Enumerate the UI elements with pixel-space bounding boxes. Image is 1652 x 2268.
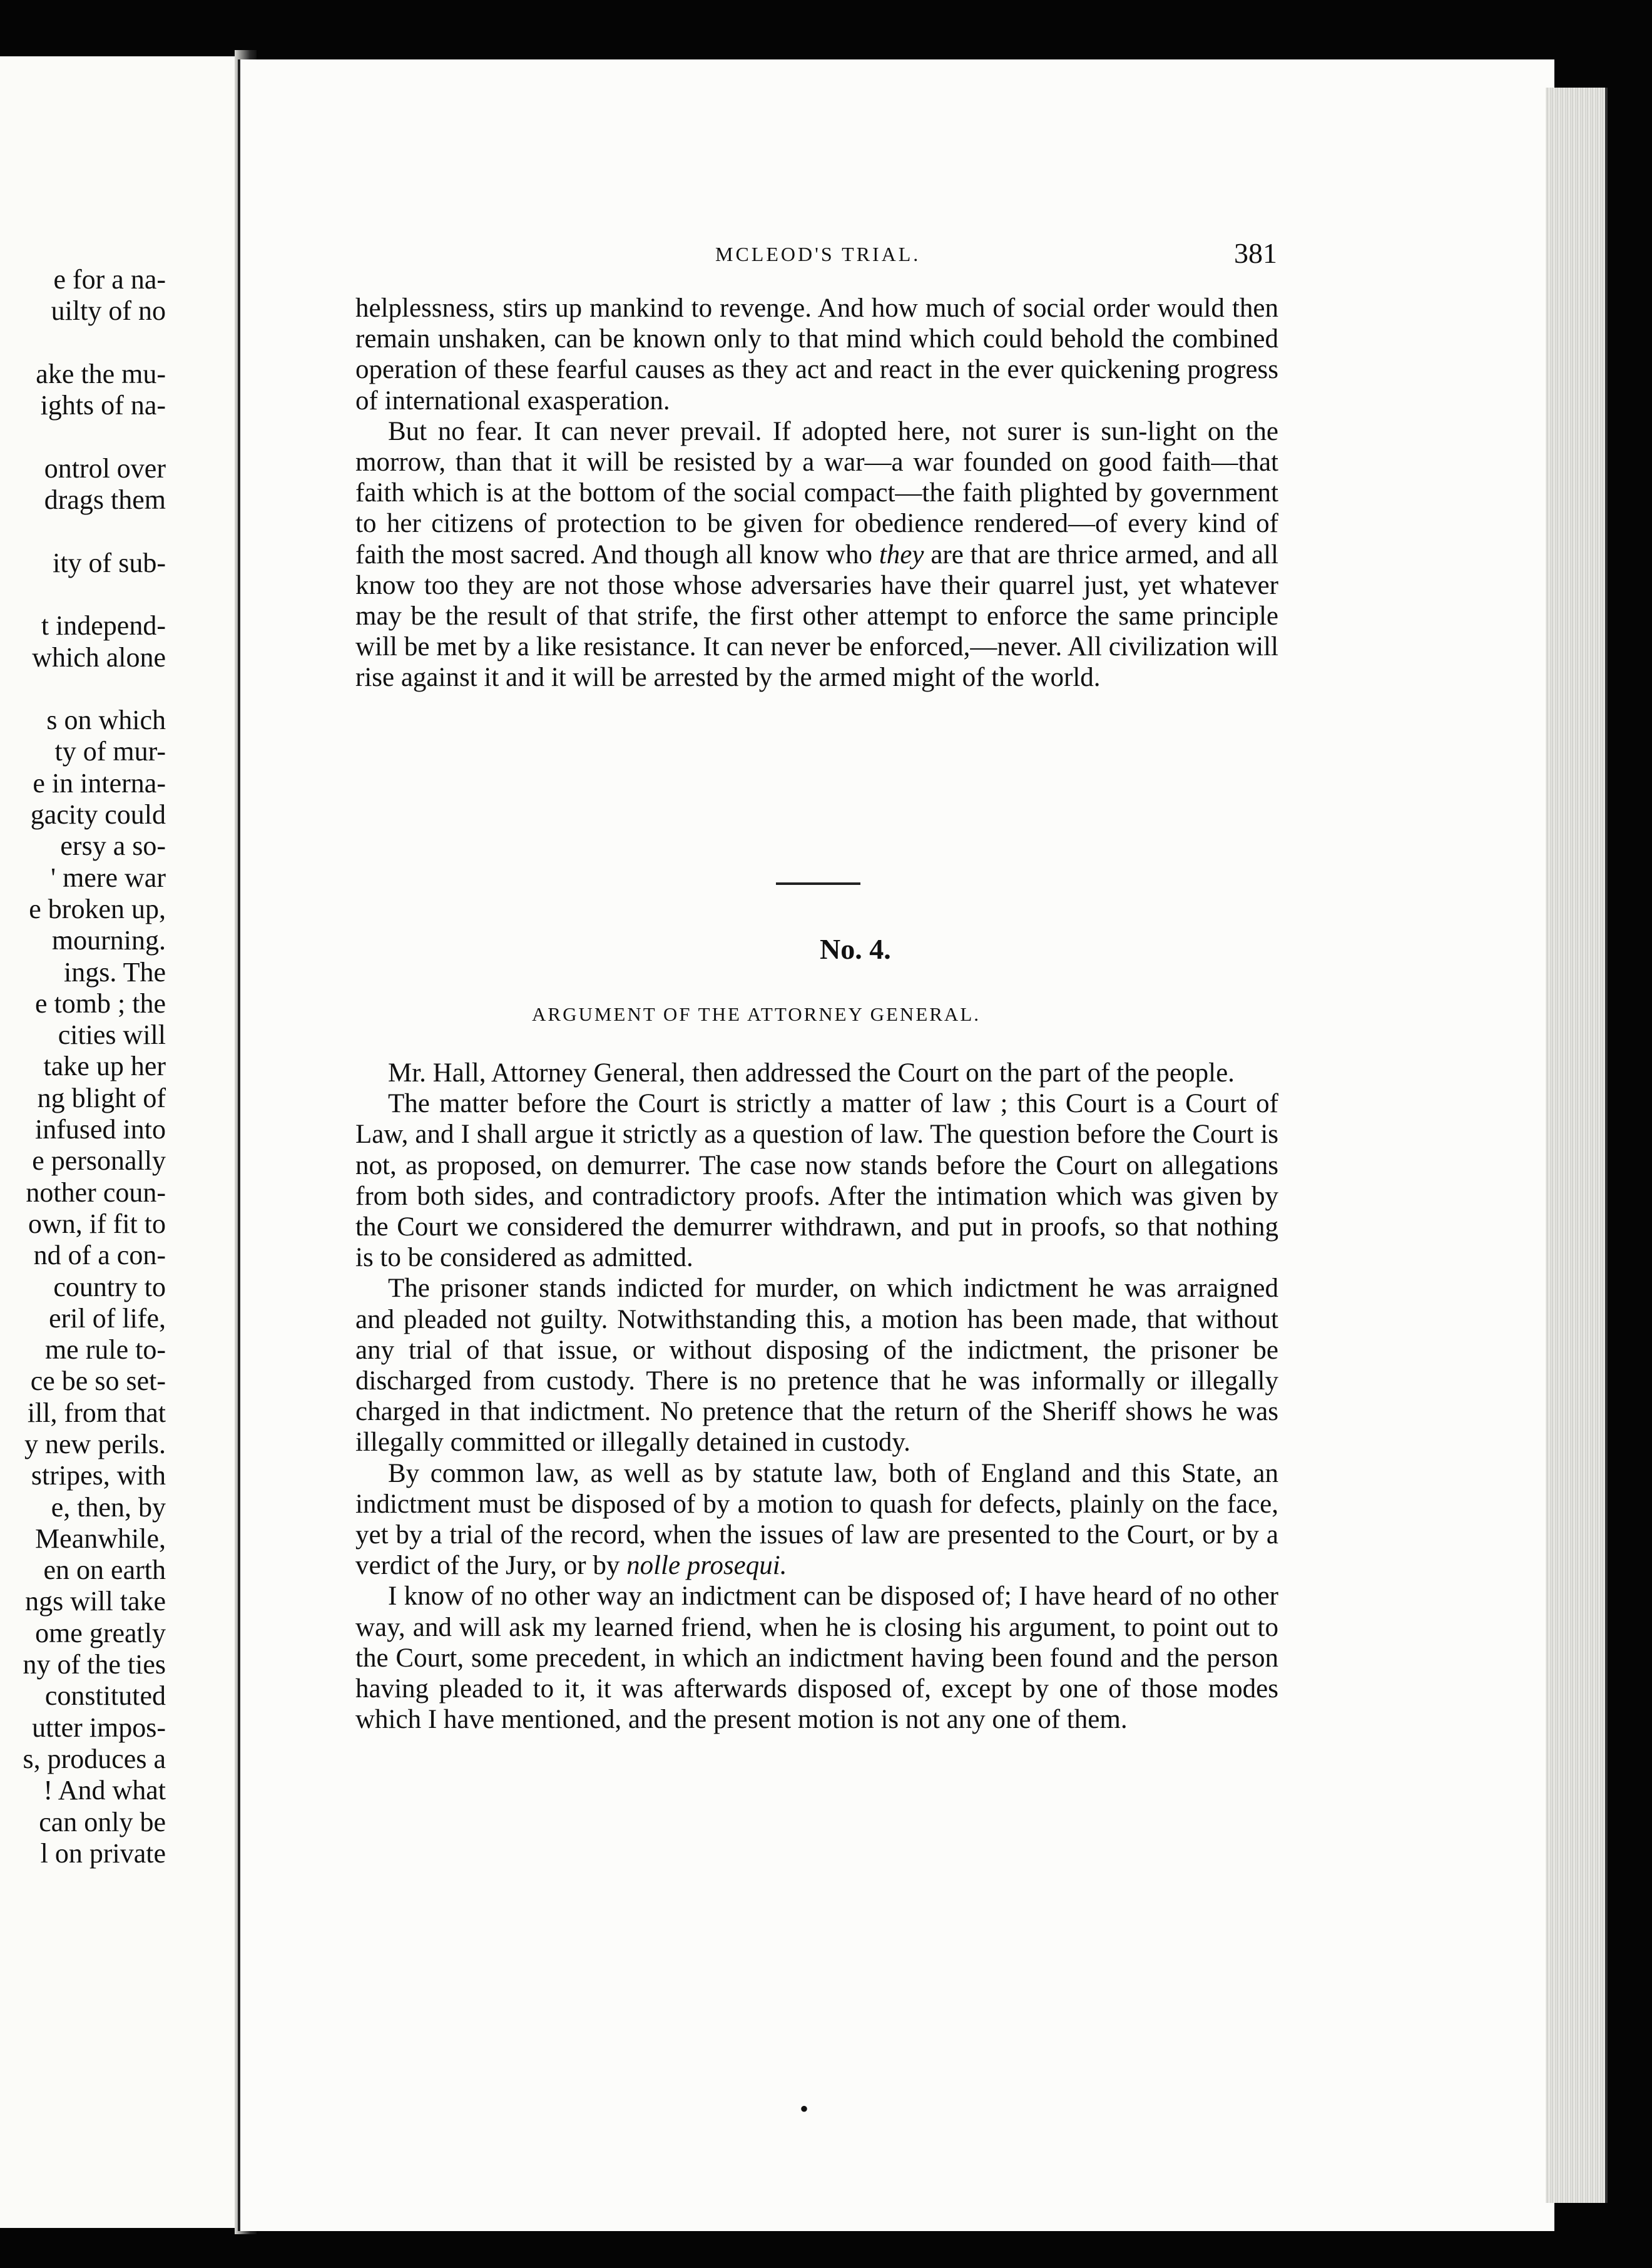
left-page-line: ' mere war: [51, 862, 166, 893]
left-page-line: ngs will take: [25, 1586, 166, 1617]
section-divider: [776, 882, 860, 885]
left-page-line: stripes, with: [31, 1460, 166, 1491]
section-title: ARGUMENT OF THE ATTORNEY GENERAL.: [532, 1003, 981, 1025]
paragraph: The matter before the Court is strictly a matter of law ; this Court is a Court of Law, and I shall argue it strictly as a question of law. The question before the Court is not, as proposed, on demurrer. The case now stands before the Court on allegations from both sides, and contradictory proofs. After the intimation which was given by the Court we considered the demurrer withdrawn, and put in proofs, so that nothing is to be considered as admitted.: [355, 1089, 1278, 1273]
left-page-line: [0, 516, 166, 547]
left-page-line: take up her: [43, 1051, 166, 1082]
paragraph: Mr. Hall, Attorney General, then addressed the Court on the part of the people.: [388, 1058, 1235, 1088]
left-facing-page: [0, 56, 235, 2228]
left-page-line: ! And what: [43, 1775, 166, 1806]
left-page-line: y new perils.: [24, 1428, 166, 1459]
left-page-line: ce be so set-: [30, 1366, 166, 1397]
left-page-line: utter impos-: [32, 1712, 166, 1743]
section-number: No. 4.: [820, 933, 891, 965]
left-page-line: e, then, by: [51, 1491, 166, 1523]
paragraph: I know of no other way an indictment can be disposed of; I have heard of no other way, and will ask my learned friend, when he is closing his argument, to point out to the Court, some precedent, in which an indictment having been found and the person having pleaded to it, it was afterwards disposed of, except by one of those modes which I have mentioned, and the present motion is not any one of them.: [355, 1581, 1278, 1735]
left-page-line: e personally: [32, 1145, 166, 1177]
paragraph: The prisoner stands indicted for murder, on which indictment he was arraigned and pleaded not guilty. Notwithstanding this, a motion has been made, that without any trial of that issue, or without disposing of the indictment, the prisoner be discharged from custody. There is no pretence that he was informally or illegally charged in that indictment. No pretence that the return of the Sheriff shows he was illegally committed or illegally detained in custody.: [355, 1274, 1278, 1458]
left-page-line: own, if fit to: [28, 1208, 166, 1239]
body-text-bottom: [355, 1058, 1278, 1735]
left-page-line: s on which: [46, 705, 166, 736]
left-page-line: ings. The: [64, 956, 166, 988]
left-page-line: ome greatly: [35, 1617, 166, 1648]
left-page-line: mourning.: [51, 925, 166, 956]
page-edges: [1546, 88, 1608, 2203]
left-page-line: ity of sub-: [53, 547, 166, 578]
left-page-line: can only be: [39, 1806, 166, 1837]
left-page-line: ill, from that: [27, 1397, 166, 1428]
left-page-line: me rule to-: [44, 1334, 166, 1366]
left-page-line: ersy a so-: [60, 830, 166, 862]
left-page-line: s, produces a: [23, 1743, 166, 1774]
paragraph: By common law, as well as by statute law, both of England and this State, an indictment must be disposed of by a motion to quash for defects, plainly on the face, yet by a trial of the record, when the issues of law are presented to the Court, or by a verdict of the Jury, or by nolle prosequi.: [355, 1458, 1278, 1581]
left-page-line: ny of the ties: [23, 1649, 166, 1680]
left-page-line: gacity could: [30, 799, 166, 830]
left-page-line: t independ-: [41, 610, 166, 641]
paragraph: helplessness, stirs up mankind to revenge. And how much of social order would then remain unshaken, can be known only to that mind which could behold the combined operation of these fearful causes as they act and react in the ever quickening progress of international exasperation.: [355, 294, 1278, 416]
left-page-line: ontrol over: [44, 452, 166, 484]
running-title: MCLEOD'S TRIAL.: [715, 243, 921, 265]
left-page-line: eril of life,: [49, 1302, 166, 1334]
left-page-line: ights of na-: [40, 390, 166, 421]
left-page-text-fragments: [0, 264, 166, 1869]
left-page-line: [0, 421, 166, 452]
left-page-line: en on earth: [43, 1555, 166, 1586]
left-page-line: e broken up,: [29, 893, 166, 924]
page-number: 381: [1234, 237, 1277, 269]
left-page-line: l on private: [40, 1837, 166, 1869]
left-page-line: cities will: [58, 1019, 166, 1051]
left-page-line: country to: [53, 1271, 166, 1302]
left-page-line: e tomb ; the: [35, 988, 166, 1019]
left-page-line: Meanwhile,: [35, 1523, 166, 1554]
paragraph: But no fear. It can never prevail. If adopted here, not surer is sun-light on the morrow, than that it will be resisted by a war—a war founded on good faith—that faith which is at the bottom of the social compact—the faith plighted by government to her citizens of protection to be given for obedience rendered—of every kind of faith the most sacred. And though all know who they are that are thrice armed, and all know too they are not those whose adversaries have their quarrel just, yet whatever may be the result of that strife, the first other attempt to enforce the same principle will be met by a like resistance. It can never be enforced,—never. All civilization will rise against it and it will be arrested by the armed might of the world.: [355, 416, 1278, 693]
left-page-line: ng blight of: [37, 1082, 166, 1113]
left-page-line: uilty of no: [51, 295, 166, 327]
left-page-line: nother coun-: [26, 1177, 166, 1208]
left-page-line: ty of mur-: [54, 736, 166, 767]
left-page-line: [0, 579, 166, 610]
left-page-line: which alone: [32, 641, 166, 673]
left-page-line: [0, 327, 166, 359]
left-page-line: [0, 673, 166, 705]
footer-mark: •: [800, 2095, 809, 2123]
left-page-line: infused into: [35, 1114, 166, 1145]
left-page-line: e in interna-: [33, 767, 166, 799]
left-page-line: ake the mu-: [36, 358, 166, 389]
left-page-line: drags them: [44, 484, 166, 516]
left-page-line: nd of a con-: [33, 1240, 166, 1271]
left-page-line: e for a na-: [53, 264, 166, 295]
left-page-line: constituted: [44, 1680, 166, 1712]
body-text-top: [355, 293, 1278, 693]
